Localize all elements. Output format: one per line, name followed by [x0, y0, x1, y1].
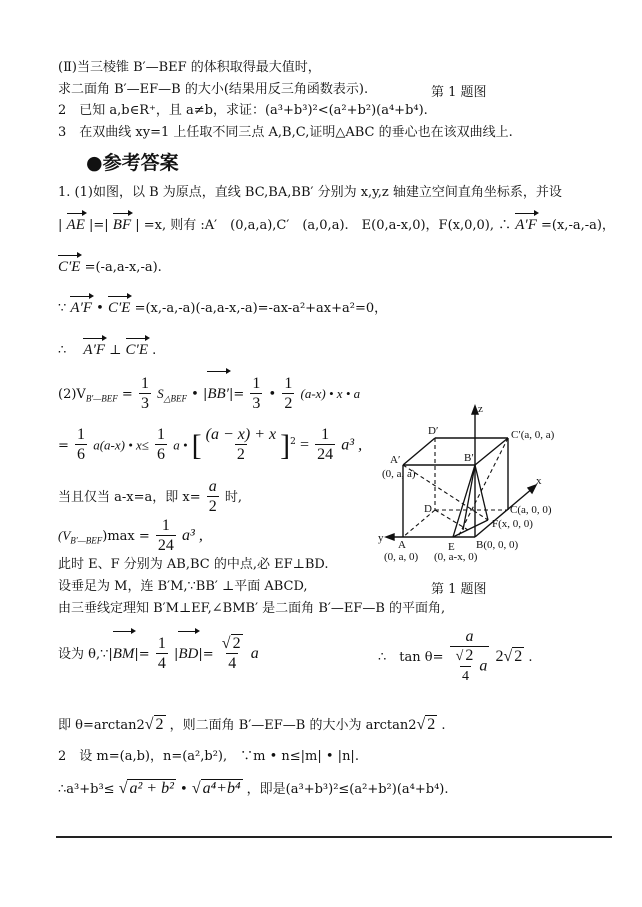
fraction-one-24th-max: $\frac{1}{24}$	[157, 517, 174, 554]
apf-value: =(x,-a,-a)，	[541, 218, 615, 233]
label-d: D	[424, 503, 432, 515]
answer-line-2	[58, 210, 615, 235]
label-a: A	[398, 539, 406, 551]
question-2: 2 已知 a,b∈R⁺，且 a≠b，求证：(a³+b³)²<(a²+b²)(a⁴+b⁴).	[58, 103, 428, 118]
answer-line-9: $(V_{B'—BEF})\max$ = $\frac{1}{24}$ a³ ,	[58, 517, 203, 554]
fraction-one-third: $\frac{1}{3}$	[140, 375, 149, 412]
answers-heading: ●参考答案	[86, 152, 179, 174]
vector-bm: BM	[113, 628, 135, 674]
fraction-one-third-2: $\frac{1}{3}$	[252, 375, 261, 412]
coords-text: | =x, 则有 :A′ (0,a,a),C′ (a,0,a). E(0,a-x,0)，F(x,0,0), ∴	[135, 218, 512, 233]
label-a-prime-coord: (0, a, a)	[382, 468, 416, 480]
axis-label-z: z	[478, 403, 483, 415]
tan-theta-expression: ∴ tan θ= a $\frac{√ 2}{4}$ a 2√ 2 .	[378, 628, 533, 687]
answer-line-11: 设垂足为 M，连 B′M,∵BB′ ⊥平面 ABCD,	[58, 579, 308, 594]
abs-open: |	[58, 218, 63, 233]
answer-line-3	[58, 252, 162, 277]
fraction-one-half: $\frac{1}{2}$	[284, 375, 293, 412]
answer-line-5	[58, 335, 156, 360]
problem-part2-line1: (Ⅱ)当三棱锥 B′—BEF 的体积取得最大值时，	[58, 60, 321, 75]
label-c: C(a, 0, 0)	[510, 504, 552, 516]
fraction-mean: $\frac{(a - x) + x}{2}$	[205, 426, 277, 464]
vector-cpe: C′E	[126, 335, 148, 359]
because-symbol: ∵	[58, 301, 67, 316]
bracket-open: [	[191, 428, 202, 462]
cube-diagram	[378, 400, 578, 565]
answer-line-15: 2 设 m=(a,b)，n=(a²,b²), ∵m • n≤|m| • |n|.	[58, 749, 359, 764]
label-a-prime: A′	[390, 454, 401, 466]
dot-symbol: •	[96, 301, 104, 316]
answer-line-8: 当且仅当 a-x=a，即 x= $\frac{a}{2}$ 时,	[58, 478, 243, 515]
bracket-close: ]	[280, 428, 291, 462]
label-b-prime: B′	[464, 452, 474, 464]
label-a-coord: (0, a, 0)	[384, 551, 419, 563]
figure-caption-bottom: 第 1 题图	[431, 582, 487, 597]
vector-bbp: BB′	[207, 368, 229, 414]
footer-rule	[56, 836, 612, 838]
period: .	[152, 343, 157, 358]
label-e-coord: (0, a-x, 0)	[434, 551, 478, 563]
vector-bf: BF	[113, 210, 131, 234]
fraction-one-24th: $\frac{1}{24}$	[317, 426, 334, 464]
answer-line-10: 此时 E、F 分别为 AB,BC 的中点,必 EF⊥BD.	[58, 557, 329, 572]
dot-product-value: =(x,-a,-a)(-a,a-x,-a)=-ax-a²+ax+a²=0，	[134, 301, 388, 316]
label-d-prime: D′	[428, 425, 439, 437]
vector-bd: BD	[178, 628, 198, 674]
label-f: F(x, 0, 0)	[492, 518, 533, 530]
answer-line-13: 设为 θ,∵|BM|= $\frac{1}{4}$ |BD|= $\frac{√ 2}{4}$ a	[58, 628, 259, 675]
axis-label-x: x	[536, 475, 542, 487]
cpe-value: =(-a,a-x,-a).	[84, 260, 162, 275]
fraction-sqrt2-over-4: $\frac{√ 2}{4}$	[221, 635, 241, 672]
answer-line-4	[58, 293, 387, 318]
axis-label-y: y	[378, 532, 384, 544]
question-3: 3 在双曲线 xy=1 上任取不同三点 A,B,C,证明△ABC 的垂心也在该双曲线上.	[58, 125, 513, 140]
equals: =	[121, 387, 133, 402]
volume-label: (2)V	[58, 387, 86, 402]
label-c-prime: C′(a, 0, a)	[511, 429, 555, 441]
answer-line-14: 即 θ=arctan2√ 2 ，则二面角 B′—EF—B 的大小为 arctan2√ 2 .	[58, 716, 446, 733]
label-b: B(0, 0, 0)	[476, 539, 519, 551]
answer-line-12: 由三垂线定理知 B′M⊥EF,∠BMB′ 是二面角 B′—EF—B 的平面角,	[58, 601, 446, 616]
therefore-symbol: ∴	[58, 343, 80, 358]
abs-eq: |=|	[89, 218, 109, 233]
label-e: E	[448, 541, 455, 553]
fraction-one-quarter: $\frac{1}{4}$	[157, 635, 166, 672]
answer-line-1: 1. (1)如图，以 B 为原点，直线 BC,BA,BB′ 分别为 x,y,z 轴建立空间直角坐标系，并设	[58, 185, 562, 200]
fraction-tan: a $\frac{√ 2}{4}$ a	[450, 628, 490, 687]
answer-line-7: = $\frac{1}{6}$ a(a-x) • x≤ $\frac{1}{6}$ a • [ $\frac{(a - x) + x}{2}$ ]$^2$ = $\frac{1}{24}$ a³ ,	[58, 426, 363, 464]
answer-line-16: ∴a³+b³≤ √ a² + b² • √ a⁴+b⁴ ，即是(a³+b³)²≤(a²+b²)(a⁴+b⁴).	[58, 780, 449, 797]
problem-part2-line2: 求二面角 B′—EF—B 的大小(结果用反三角函数表示).	[58, 82, 369, 97]
fraction-one-sixth: $\frac{1}{6}$	[77, 426, 86, 464]
vector-apf: A′F	[515, 210, 537, 234]
vector-cpe: C′E	[108, 293, 130, 317]
fraction-a-half: $\frac{a}{2}$	[208, 478, 217, 515]
perp-symbol: ⊥	[109, 343, 122, 358]
fraction-one-sixth-2: $\frac{1}{6}$	[157, 426, 166, 464]
vector-apf: A′F	[83, 335, 105, 359]
vector-cpe: C′E	[58, 252, 80, 276]
area-symbol: S	[157, 386, 164, 401]
figure-caption-top: 第 1 题图	[431, 85, 487, 100]
answer-line-6: $(2)V_{B'—BEF}$ = $\frac{1}{3}$ $S_{\triangle BEF}$ • |BB′|= $\frac{1}{3}$ • $\frac{1}{2}$ (a-x) • x • a	[58, 368, 360, 419]
volume-subscript: B′—BEF	[85, 393, 118, 404]
vector-ae: AE	[67, 210, 85, 234]
vector-apf: A′F	[70, 293, 92, 317]
